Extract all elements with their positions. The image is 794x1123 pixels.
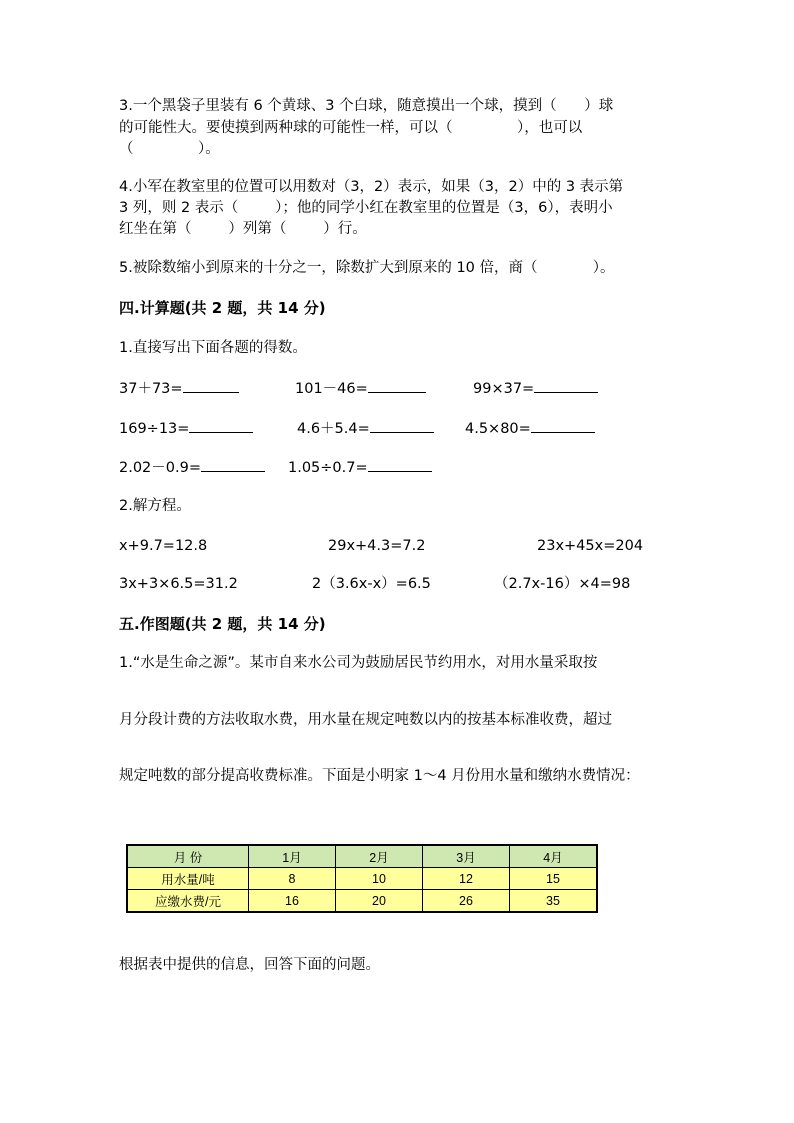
calc-item: 1.05÷0.7=	[288, 456, 432, 478]
equation: x+9.7=12.8	[119, 538, 208, 554]
section4-q2-title: 2.解方程。	[119, 498, 191, 514]
section5-paragraph-3: 规定吨数的部分提高收费标准。下面是小明家 1～4 月份用水量和缴纳水费情况：	[119, 768, 640, 784]
q3-line-3: （ ）。	[119, 141, 220, 157]
answer-blank[interactable]	[370, 417, 434, 433]
table-row	[127, 868, 597, 890]
q4-line-2: 3 列，则 2 表示（ ）；他的同学小红在教室里的位置是（3，6），表明小	[119, 200, 613, 216]
calc-item: 169÷13=	[119, 417, 253, 439]
calc-item: 2.02－0.9=	[119, 456, 265, 478]
section4-title: 四.计算题(共 2 题，共 14 分)	[119, 299, 326, 317]
calc-item: 4.6＋5.4=	[297, 417, 434, 439]
q3-line-1: 3.一个黑袋子里装有 6 个黄球、3 个白球，随意摸出一个球，摸到（ ）球	[119, 98, 614, 114]
answer-blank[interactable]	[534, 377, 598, 393]
calc-item: 99×37=	[473, 377, 598, 399]
answer-blank[interactable]	[183, 377, 239, 393]
equation: 2（3.6x-x）=6.5	[312, 576, 431, 592]
section5-paragraph-2: 月分段计费的方法收取水费，用水量在规定吨数以内的按基本标准收费，超过	[119, 712, 612, 728]
water-usage-table	[126, 844, 598, 913]
q3-line-2: 的可能性大。要使摸到两种球的可能性一样，可以（ ），也可以	[119, 120, 583, 136]
q4-line-1: 4.小军在教室里的位置可以用数对（3，2）表示，如果（3，2）中的 3 表示第	[119, 179, 624, 195]
section5-paragraph-1: 1.“水是生命之源”。某市自来水公司为鼓励居民节约用水，对用水量采取按	[119, 655, 598, 671]
equation: （2.7x-16）×4=98	[494, 576, 631, 592]
calc-item: 4.5×80=	[465, 417, 595, 439]
section4-q1-title: 1.直接写出下面各题的得数。	[119, 340, 307, 356]
table-cell: 用水量/吨	[127, 868, 249, 890]
table-cell: 应缴水费/元	[127, 890, 249, 913]
table-header-cell: 4月	[510, 845, 598, 868]
table-cell: 15	[510, 868, 598, 890]
table-header-row	[127, 845, 597, 868]
table-header-cell: 3月	[423, 845, 510, 868]
table-cell: 10	[336, 868, 423, 890]
equation: 23x+45x=204	[537, 538, 644, 554]
table-cell: 20	[336, 890, 423, 913]
table-header-cell: 月 份	[127, 845, 249, 868]
q5-line-1: 5.被除数缩小到原来的十分之一，除数扩大到原来的 10 倍，商（ ）。	[119, 260, 615, 276]
table-header-cell: 1月	[249, 845, 336, 868]
calc-item: 37＋73=	[119, 377, 239, 399]
table-cell: 26	[423, 890, 510, 913]
equation: 3x+3×6.5=31.2	[119, 576, 238, 592]
q4-line-3: 红坐在第（ ）列第（ ）行。	[119, 221, 367, 237]
table-cell: 35	[510, 890, 598, 913]
answer-blank[interactable]	[531, 417, 595, 433]
table-cell: 12	[423, 868, 510, 890]
table-cell: 8	[249, 868, 336, 890]
answer-blank[interactable]	[189, 417, 253, 433]
calc-item: 101－46=	[295, 377, 426, 399]
section5-after-table: 根据表中提供的信息，回答下面的问题。	[119, 957, 380, 973]
answer-blank[interactable]	[368, 456, 432, 472]
table-cell: 16	[249, 890, 336, 913]
section5-title: 五.作图题(共 2 题，共 14 分)	[119, 615, 326, 633]
equation: 29x+4.3=7.2	[328, 538, 426, 554]
table-header-cell: 2月	[336, 845, 423, 868]
table-row	[127, 890, 597, 913]
answer-blank[interactable]	[368, 377, 426, 393]
answer-blank[interactable]	[201, 456, 265, 472]
